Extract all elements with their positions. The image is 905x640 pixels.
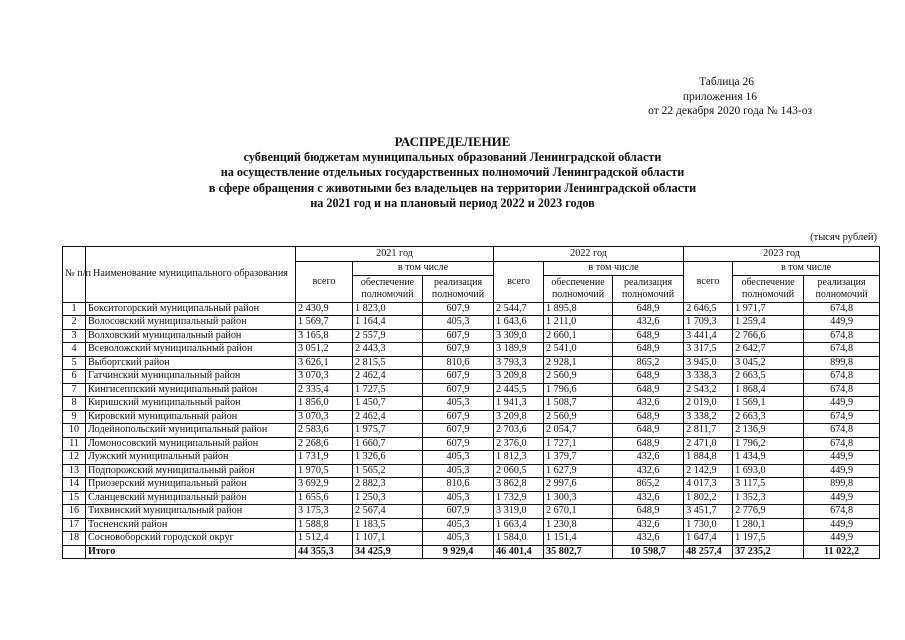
value-cell: 405,3 (423, 532, 494, 546)
municipality-name: Киришский муниципальный район (86, 397, 296, 411)
value-cell: 2 142,9 (684, 464, 733, 478)
table-row (63, 356, 880, 370)
value-cell: 1 183,5 (353, 518, 423, 532)
municipality-name: Сланцевский муниципальный район (86, 491, 296, 505)
value-cell: 2 430,9 (296, 302, 353, 316)
total-value-cell: 11 022,2 (804, 545, 880, 559)
row-number: 3 (63, 329, 86, 343)
value-cell: 1 796,2 (733, 437, 804, 451)
value-cell: 405,3 (423, 491, 494, 505)
row-number: 12 (63, 451, 86, 465)
col-header-impl-2021: реализация полномочий (423, 275, 494, 302)
value-cell: 3 209,8 (494, 410, 544, 424)
municipality-name: Лодейнопольский муниципальный район (86, 424, 296, 438)
value-cell: 1 164,4 (353, 316, 423, 330)
table-row (63, 518, 880, 532)
value-cell: 1 211,0 (544, 316, 613, 330)
value-cell: 607,9 (423, 302, 494, 316)
value-cell: 4 017,3 (684, 478, 733, 492)
municipality-name: Тихвинский муниципальный район (86, 505, 296, 519)
value-cell: 1 660,7 (353, 437, 423, 451)
value-cell: 1 627,9 (544, 464, 613, 478)
municipality-name: Волосовский муниципальный район (86, 316, 296, 330)
value-cell: 3 070,3 (296, 370, 353, 384)
table-row (63, 343, 880, 357)
row-number: 11 (63, 437, 86, 451)
value-cell: 674,8 (804, 370, 880, 384)
total-value-cell: 37 235,2 (733, 545, 804, 559)
value-cell: 1 647,4 (684, 532, 733, 546)
value-cell: 648,9 (613, 424, 684, 438)
value-cell: 648,9 (613, 383, 684, 397)
value-cell: 3 189,9 (494, 343, 544, 357)
col-header-incl-2022: в том числе (544, 262, 684, 276)
value-cell: 2 462,4 (353, 370, 423, 384)
value-cell: 1 812,3 (494, 451, 544, 465)
value-cell: 1 434,9 (733, 451, 804, 465)
row-number: 16 (63, 505, 86, 519)
value-cell: 2 815,5 (353, 356, 423, 370)
row-number: 10 (63, 424, 86, 438)
value-cell: 1 569,7 (296, 316, 353, 330)
value-cell: 899,8 (804, 478, 880, 492)
value-cell: 432,6 (613, 491, 684, 505)
value-cell: 674,8 (804, 424, 880, 438)
appendix-number: приложения 16 (682, 90, 757, 103)
col-header-prov-2021: обеспечение полномочий (353, 275, 423, 302)
table-number: Таблица 26 (699, 76, 754, 88)
municipality-name: Гатчинский муниципальный район (86, 370, 296, 384)
value-cell: 2 646,5 (684, 302, 733, 316)
value-cell: 2 462,4 (353, 410, 423, 424)
value-cell: 2 019,0 (684, 397, 733, 411)
value-cell: 1 569,1 (733, 397, 804, 411)
value-cell: 2 663,5 (733, 370, 804, 384)
value-cell: 607,9 (423, 383, 494, 397)
municipality-name: Всеволожский муниципальный район (86, 343, 296, 357)
value-cell: 3 338,2 (684, 410, 733, 424)
value-cell: 449,9 (804, 397, 880, 411)
value-cell: 432,6 (613, 532, 684, 546)
value-cell: 607,9 (423, 343, 494, 357)
value-cell: 1 727,5 (353, 383, 423, 397)
law-reference: от 22 декабря 2020 года № 143-оз (648, 105, 812, 117)
total-value-cell: 46 401,4 (494, 545, 544, 559)
value-cell: 1 512,4 (296, 532, 353, 546)
municipality-name: Ломоносовский муниципальный район (86, 437, 296, 451)
value-cell: 674,8 (804, 437, 880, 451)
value-cell: 2 471,0 (684, 437, 733, 451)
value-cell: 1 823,0 (353, 302, 423, 316)
document-title (0, 134, 905, 212)
total-value-cell: 34 425,9 (353, 545, 423, 559)
value-cell: 2 445,5 (494, 383, 544, 397)
municipality-name: Выборгский район (86, 356, 296, 370)
value-cell: 865,2 (613, 478, 684, 492)
value-cell: 1 732,9 (494, 491, 544, 505)
table-row (63, 451, 880, 465)
value-cell: 1 508,7 (544, 397, 613, 411)
col-header-2021: 2021 год (296, 247, 494, 262)
value-cell: 2 928,1 (544, 356, 613, 370)
value-cell: 2 663,3 (733, 410, 804, 424)
value-cell: 432,6 (613, 397, 684, 411)
value-cell: 1 884,8 (684, 451, 733, 465)
value-cell: 405,3 (423, 397, 494, 411)
total-value-cell: 48 257,4 (684, 545, 733, 559)
value-cell: 2 660,1 (544, 329, 613, 343)
value-cell: 2 776,9 (733, 505, 804, 519)
value-cell: 1 693,0 (733, 464, 804, 478)
table-row (63, 370, 880, 384)
value-cell: 432,6 (613, 451, 684, 465)
total-number-cell (63, 545, 86, 559)
distribution-table (62, 246, 880, 559)
value-cell: 648,9 (613, 370, 684, 384)
row-number: 9 (63, 410, 86, 424)
value-cell: 3 209,8 (494, 370, 544, 384)
value-cell: 2 583,6 (296, 424, 353, 438)
value-cell: 3 441,4 (684, 329, 733, 343)
value-cell: 1 663,4 (494, 518, 544, 532)
col-header-2022: 2022 год (494, 247, 684, 262)
value-cell: 1 868,4 (733, 383, 804, 397)
value-cell: 3 051,2 (296, 343, 353, 357)
value-cell: 3 317,5 (684, 343, 733, 357)
value-cell: 674,9 (804, 410, 880, 424)
col-header-prov-2023: обеспечение полномочий (733, 275, 804, 302)
value-cell: 1 450,7 (353, 397, 423, 411)
value-cell: 3 175,3 (296, 505, 353, 519)
value-cell: 449,9 (804, 532, 880, 546)
value-cell: 1 802,2 (684, 491, 733, 505)
value-cell: 449,9 (804, 316, 880, 330)
value-cell: 1 151,4 (544, 532, 613, 546)
table-row (63, 424, 880, 438)
value-cell: 2 670,1 (544, 505, 613, 519)
value-cell: 405,3 (423, 316, 494, 330)
municipality-name: Волховский муниципальный район (86, 329, 296, 343)
value-cell: 1 730,0 (684, 518, 733, 532)
value-cell: 648,9 (613, 302, 684, 316)
title-main: РАСПРЕДЕЛЕНИЕ (394, 134, 511, 149)
value-cell: 1 379,7 (544, 451, 613, 465)
value-cell: 2 557,9 (353, 329, 423, 343)
row-number: 17 (63, 518, 86, 532)
units-label: (тысяч рублей) (810, 232, 877, 243)
municipality-name: Приозерский муниципальный район (86, 478, 296, 492)
value-cell: 1 796,6 (544, 383, 613, 397)
value-cell: 432,6 (613, 518, 684, 532)
value-cell: 3 451,7 (684, 505, 733, 519)
table-row (63, 329, 880, 343)
value-cell: 2 543,2 (684, 383, 733, 397)
row-number: 18 (63, 532, 86, 546)
value-cell: 3 793,3 (494, 356, 544, 370)
table-row (63, 437, 880, 451)
value-cell: 3 045,2 (733, 356, 804, 370)
value-cell: 1 326,6 (353, 451, 423, 465)
value-cell: 607,9 (423, 370, 494, 384)
value-cell: 449,9 (804, 451, 880, 465)
title-line-3: в сфере обращения с животными без владельцев на территории Ленинградской области (208, 180, 697, 195)
value-cell: 2 997,6 (544, 478, 613, 492)
value-cell: 3 692,9 (296, 478, 353, 492)
title-line-1: субвенций бюджетам муниципальных образований Ленинградской области (243, 149, 662, 164)
value-cell: 899,8 (804, 356, 880, 370)
value-cell: 607,9 (423, 329, 494, 343)
table-row (63, 383, 880, 397)
value-cell: 2 766,6 (733, 329, 804, 343)
value-cell: 865,2 (613, 356, 684, 370)
value-cell: 674,8 (804, 505, 880, 519)
value-cell: 1 975,7 (353, 424, 423, 438)
municipality-name: Лужский муниципальный район (86, 451, 296, 465)
value-cell: 1 971,7 (733, 302, 804, 316)
value-cell: 2 136,9 (733, 424, 804, 438)
col-header-prov-2022: обеспечение полномочий (544, 275, 613, 302)
value-cell: 1 352,3 (733, 491, 804, 505)
value-cell: 1 300,3 (544, 491, 613, 505)
value-cell: 2 560,9 (544, 410, 613, 424)
total-label: Итого (86, 545, 296, 559)
value-cell: 2 541,0 (544, 343, 613, 357)
table-row (63, 410, 880, 424)
total-value-cell: 35 802,7 (544, 545, 613, 559)
municipality-name: Кировский муниципальный район (86, 410, 296, 424)
col-header-total-2021: всего (296, 262, 353, 303)
municipality-name: Подпорожский муниципальный район (86, 464, 296, 478)
municipality-name: Сосновоборский городской округ (86, 532, 296, 546)
value-cell: 1 941,3 (494, 397, 544, 411)
value-cell: 2 882,3 (353, 478, 423, 492)
value-cell: 1 280,1 (733, 518, 804, 532)
value-cell: 607,9 (423, 437, 494, 451)
col-header-total-2023: всего (684, 262, 733, 303)
value-cell: 3 070,3 (296, 410, 353, 424)
value-cell: 3 117,5 (733, 478, 804, 492)
value-cell: 2 703,6 (494, 424, 544, 438)
value-cell: 1 709,3 (684, 316, 733, 330)
table-row (63, 464, 880, 478)
table-row (63, 505, 880, 519)
value-cell: 1 588,8 (296, 518, 353, 532)
table-row (63, 491, 880, 505)
value-cell: 2 268,6 (296, 437, 353, 451)
value-cell: 674,8 (804, 302, 880, 316)
col-header-incl-2023: в том числе (733, 262, 880, 276)
value-cell: 810,6 (423, 356, 494, 370)
value-cell: 2 811,7 (684, 424, 733, 438)
col-header-name: Наименование муниципального образования (86, 247, 296, 303)
value-cell: 3 309,0 (494, 329, 544, 343)
table-row (63, 302, 880, 316)
value-cell: 607,9 (423, 505, 494, 519)
municipality-name: Кингисеппский муниципальный район (86, 383, 296, 397)
row-number: 6 (63, 370, 86, 384)
value-cell: 1 856,0 (296, 397, 353, 411)
col-header-impl-2022: реализация полномочий (613, 275, 684, 302)
table-row (63, 397, 880, 411)
value-cell: 3 165,8 (296, 329, 353, 343)
value-cell: 1 643,6 (494, 316, 544, 330)
value-cell: 3 319,0 (494, 505, 544, 519)
total-value-cell: 10 598,7 (613, 545, 684, 559)
municipality-name: Бокситогорский муниципальный район (86, 302, 296, 316)
value-cell: 2 560,9 (544, 370, 613, 384)
value-cell: 449,9 (804, 491, 880, 505)
value-cell: 1 584,0 (494, 532, 544, 546)
value-cell: 2 335,4 (296, 383, 353, 397)
value-cell: 3 626,1 (296, 356, 353, 370)
row-number: 2 (63, 316, 86, 330)
total-value-cell: 44 355,3 (296, 545, 353, 559)
value-cell: 1 655,6 (296, 491, 353, 505)
value-cell: 1 970,5 (296, 464, 353, 478)
row-number: 4 (63, 343, 86, 357)
total-row (63, 545, 880, 559)
value-cell: 2 443,3 (353, 343, 423, 357)
row-number: 5 (63, 356, 86, 370)
value-cell: 449,9 (804, 464, 880, 478)
value-cell: 648,9 (613, 343, 684, 357)
value-cell: 405,3 (423, 518, 494, 532)
value-cell: 810,6 (423, 478, 494, 492)
value-cell: 1 107,1 (353, 532, 423, 546)
title-line-2: на осуществление отдельных государственных полномочий Ленинградской области (220, 165, 685, 180)
col-header-2023: 2023 год (684, 247, 880, 262)
table-row (63, 478, 880, 492)
row-number: 14 (63, 478, 86, 492)
value-cell: 607,9 (423, 410, 494, 424)
title-line-4: на 2021 год и на плановый период 2022 и 2023 годов (310, 196, 595, 211)
value-cell: 1 197,5 (733, 532, 804, 546)
table-body (63, 302, 880, 559)
table-row (63, 532, 880, 546)
col-header-no: № п/п (63, 247, 86, 303)
value-cell: 432,6 (613, 464, 684, 478)
value-cell: 2 567,4 (353, 505, 423, 519)
row-number: 13 (63, 464, 86, 478)
value-cell: 3 338,3 (684, 370, 733, 384)
value-cell: 648,9 (613, 410, 684, 424)
value-cell: 1 731,9 (296, 451, 353, 465)
value-cell: 674,8 (804, 343, 880, 357)
row-number: 15 (63, 491, 86, 505)
value-cell: 2 376,0 (494, 437, 544, 451)
row-number: 7 (63, 383, 86, 397)
value-cell: 405,3 (423, 464, 494, 478)
value-cell: 674,8 (804, 329, 880, 343)
value-cell: 607,9 (423, 424, 494, 438)
value-cell: 674,8 (804, 383, 880, 397)
value-cell: 1 259,4 (733, 316, 804, 330)
total-value-cell: 9 929,4 (423, 545, 494, 559)
value-cell: 648,9 (613, 437, 684, 451)
value-cell: 405,3 (423, 451, 494, 465)
value-cell: 2 642,7 (733, 343, 804, 357)
value-cell: 3 862,8 (494, 478, 544, 492)
value-cell: 432,6 (613, 316, 684, 330)
col-header-total-2022: всего (494, 262, 544, 303)
value-cell: 3 945,0 (684, 356, 733, 370)
row-number: 8 (63, 397, 86, 411)
table-row (63, 316, 880, 330)
municipality-name: Тосненский район (86, 518, 296, 532)
value-cell: 2 544,7 (494, 302, 544, 316)
col-header-impl-2023: реализация полномочий (804, 275, 880, 302)
value-cell: 648,9 (613, 505, 684, 519)
value-cell: 1 895,8 (544, 302, 613, 316)
value-cell: 449,9 (804, 518, 880, 532)
value-cell: 1 250,3 (353, 491, 423, 505)
col-header-incl-2021: в том числе (353, 262, 494, 276)
value-cell: 1 230,8 (544, 518, 613, 532)
value-cell: 2 060,5 (494, 464, 544, 478)
value-cell: 1 565,2 (353, 464, 423, 478)
value-cell: 648,9 (613, 329, 684, 343)
value-cell: 2 054,7 (544, 424, 613, 438)
document-header (648, 75, 812, 119)
row-number: 1 (63, 302, 86, 316)
value-cell: 1 727,1 (544, 437, 613, 451)
